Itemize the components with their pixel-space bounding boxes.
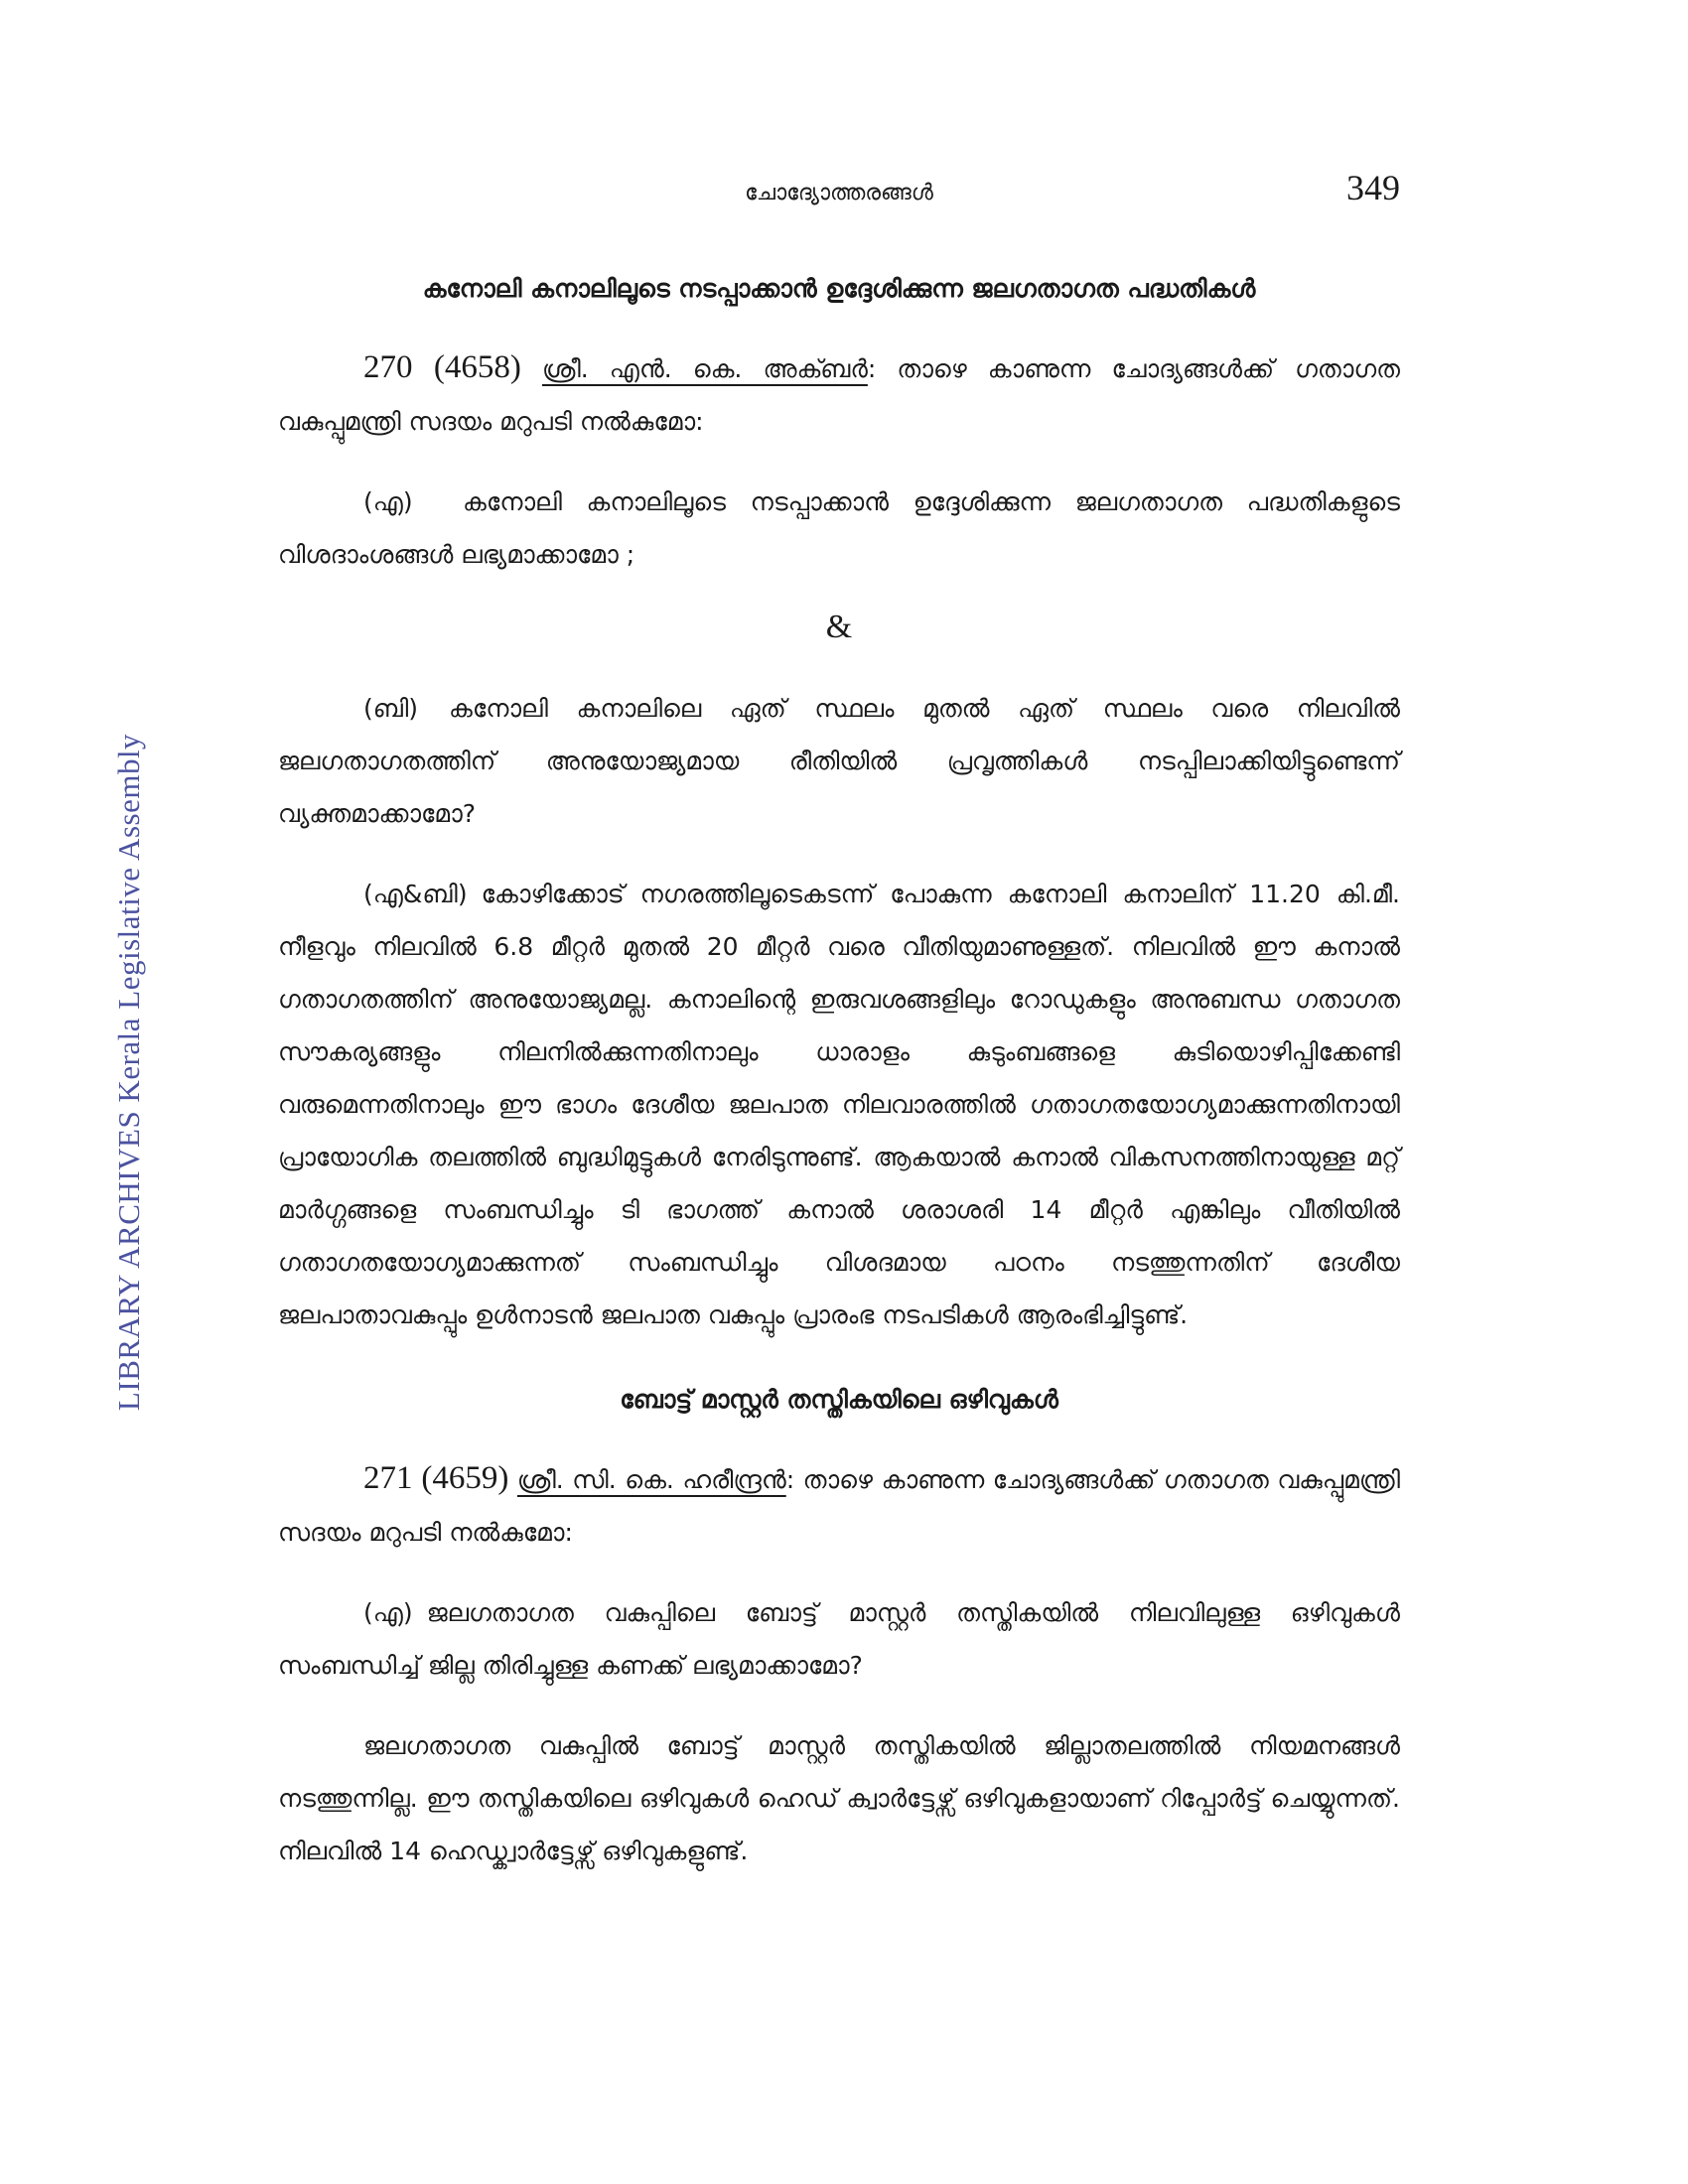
question-271-heading: ബോട്ട് മാസ്റ്റർ തസ്തികയിലെ ഒഴിവുകൾ — [620, 1385, 1058, 1414]
question-270-heading: കനോലി കനാലിലൂടെ നടപ്പാക്കാൻ ഉദ്ദേശിക്കുന്ന ജലഗതാഗത പദ്ധതികൾ — [422, 274, 1256, 303]
page-number: 349 — [1346, 168, 1400, 207]
question-270-answer — [278, 868, 1400, 1341]
part-b-label: (ബി) — [363, 694, 419, 723]
question-271-intro — [278, 1452, 1400, 1559]
running-title: ചോദ്യോത്തരങ്ങൾ — [745, 181, 933, 205]
answer-text: കോഴിക്കോട് നഗരത്തിലൂടെകടന്ന് പോകുന്ന കനോലി കനാലിന് 11.20 കി.മീ. നീളവും നിലവിൽ 6.8 മീറ്റർ മുതൽ 20 മീറ്റർ വരെ വീതിയുമാണുള്ളത്. നിലവിൽ ഈ കനാൽ ഗതാഗതത്തിന് അനുയോജ്യമല്ല. കനാലിന്റെ ഇരുവശങ്ങളിലും റോഡുകളും അനുബന്ധ ഗതാഗത സൗകര്യങ്ങളും നിലനിൽക്കുന്നതിനാലും ധാരാളം കുടുംബങ്ങളെ കുടിയൊഴിപ്പിക്കേണ്ടി വരുമെന്നതിനാലും ഈ ഭാഗം ദേശീയ ജലപാത നിലവാരത്തിൽ ഗതാഗതയോഗ്യമാക്കുന്നതിനായി പ്രായോഗിക തലത്തിൽ ബുദ്ധിമുട്ടുകൾ നേരിടുന്നുണ്ട്. ആകയാൽ കനാൽ വികസനത്തിനായുള്ള മറ്റ് മാർഗ്ഗങ്ങളെ സംബന്ധിച്ചും ടി ഭാഗത്ത് കനാൽ ശരാശരി 14 മീറ്റർ എങ്കിലും വീതിയിൽ ഗതാഗതയോഗ്യമാക്കുന്നത് സംബന്ധിച്ചും വിശദമായ പഠനം നടത്തുന്നതിന് ദേശീയ ജലപാതാവകുപ്പും ഉൾനാടൻ ജലപാത വകുപ്പും പ്രാരംഭ നടപടികൾ ആരംഭിച്ചിട്ടുണ്ട്. — [278, 880, 1400, 1329]
question-intro-text: : താഴെ കാണുന്ന ചോദ്യങ്ങൾക്ക് ഗതാഗത വകുപ്പുമന്ത്രി സദയം മറുപടി നൽകുമോ: — [278, 1465, 1401, 1547]
question-271-part-a — [278, 1586, 1400, 1692]
archive-watermark: LIBRARY ARCHIVES Kerala Legislative Assembly — [111, 733, 146, 1412]
page-content — [278, 274, 1400, 1905]
question-270-part-a — [278, 476, 1400, 581]
part-a-text: ജലഗതാഗത വകുപ്പിലെ ബോട്ട് മാസ്റ്റർ തസ്തികയിൽ നിലവിലുള്ള ഒഴിവുകൾ സംബന്ധിച്ച് ജില്ല തിരിച്ചുള്ള കണക്ക് ലഭ്യമാക്കാമോ? — [278, 1598, 1400, 1680]
member-name: ശ്രീ. എൻ. കെ. അക്ബർ — [541, 354, 868, 383]
part-a-text: കനോലി കനാലിലൂടെ നടപ്പാക്കാൻ ഉദ്ദേശിക്കുന്ന ജലഗതാഗത പദ്ധതികളുടെ വിശദാംശങ്ങൾ ലഭ്യമാക്കാമോ ; — [278, 487, 1400, 569]
part-a-label: (എ) — [363, 1598, 413, 1627]
running-head — [278, 167, 1400, 226]
question-number: 270 (4658) — [363, 349, 521, 385]
answer-label: (എ&ബി) — [363, 880, 468, 908]
ampersand-separator: & — [825, 609, 853, 645]
question-number: 271 (4659) — [363, 1460, 509, 1496]
question-270-intro — [278, 341, 1400, 448]
question-271-answer: ജലഗതാഗത വകുപ്പിൽ ബോട്ട് മാസ്റ്റർ തസ്തികയിൽ ജില്ലാതലത്തിൽ നിയമനങ്ങൾ നടത്തുന്നില്ല. ഈ തസ്തികയിലെ ഒഴിവുകൾ ഹെഡ് ക്വാർട്ടേഴ്സ് ഒഴിവുകളായാണ് റിപ്പോർട്ട് ചെയ്യുന്നത്. നിലവിൽ 14 ഹെഡ്ക്വാർട്ടേഴ്സ് ഒഴിവുകളുണ്ട്. — [278, 1731, 1400, 1865]
member-name: ശ്രീ. സി. കെ. ഹരീന്ദ്രൻ — [516, 1465, 786, 1494]
part-a-label: (എ) — [363, 487, 413, 516]
part-b-text: കനോലി കനാലിലെ ഏത് സ്ഥലം മുതൽ ഏത് സ്ഥലം വരെ നിലവിൽ ജലഗതാഗതത്തിന് അനുയോജ്യമായ രീതിയിൽ പ്രവൃത്തികൾ നടപ്പിലാക്കിയിട്ടുണ്ടെന്ന് വ്യക്തമാക്കാമോ? — [278, 694, 1400, 828]
question-270-part-b — [278, 682, 1400, 840]
question-intro-text: : താഴെ കാണുന്ന ചോദ്യങ്ങൾക്ക് ഗതാഗത വകുപ്പുമന്ത്രി സദയം മറുപടി നൽകുമോ: — [278, 354, 1401, 436]
